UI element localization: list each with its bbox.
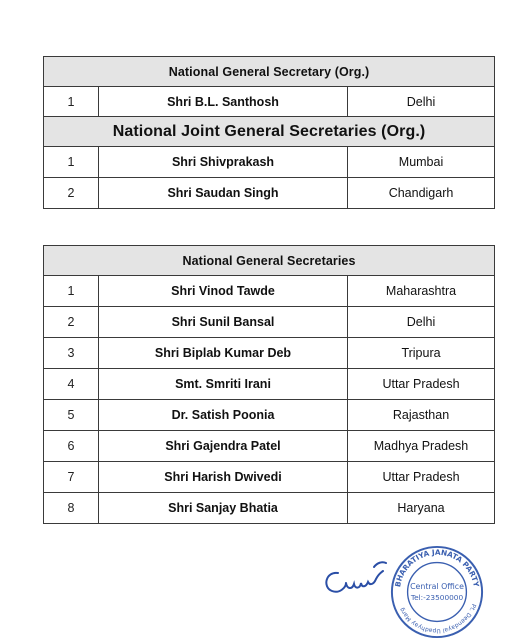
table-row xyxy=(44,493,495,524)
person-name: Shri Sanjay Bhatia xyxy=(99,493,348,524)
row-number: 8 xyxy=(44,493,99,524)
person-place: Rajasthan xyxy=(348,400,495,431)
table-row xyxy=(44,431,495,462)
person-place: Delhi xyxy=(348,307,495,338)
person-place: Uttar Pradesh xyxy=(348,462,495,493)
row-number: 1 xyxy=(44,276,99,307)
person-place: Madhya Pradesh xyxy=(348,431,495,462)
table-row xyxy=(44,307,495,338)
table-row xyxy=(44,462,495,493)
party-stamp xyxy=(388,543,486,641)
row-number: 7 xyxy=(44,462,99,493)
person-place: Uttar Pradesh xyxy=(348,369,495,400)
row-number: 2 xyxy=(44,178,99,209)
table-row xyxy=(44,87,495,117)
table-row xyxy=(44,276,495,307)
person-place: Delhi xyxy=(348,87,495,117)
section-title-general-secretary-org: National General Secretary (Org.) xyxy=(44,57,495,87)
stamp-inner-line1: Central Office xyxy=(410,582,464,592)
person-place: Chandigarh xyxy=(348,178,495,209)
row-number: 1 xyxy=(44,147,99,178)
row-number: 1 xyxy=(44,87,99,117)
row-number: 2 xyxy=(44,307,99,338)
table-row xyxy=(44,338,495,369)
person-name: Shri Shivprakash xyxy=(99,147,348,178)
stamp-inner-line2: Tel:-23500000 xyxy=(410,592,464,602)
stamp-outer-text: BHARATIYA JANATA PARTY xyxy=(393,547,481,588)
person-place: Haryana xyxy=(348,493,495,524)
person-name: Shri Biplab Kumar Deb xyxy=(99,338,348,369)
person-name: Dr. Satish Poonia xyxy=(99,400,348,431)
section-title-general-secretaries: National General Secretaries xyxy=(44,246,495,276)
person-place: Maharashtra xyxy=(348,276,495,307)
org-secretaries-table xyxy=(43,56,495,209)
general-secretaries-table xyxy=(43,245,495,524)
table-row xyxy=(44,178,495,209)
person-name: Smt. Smriti Irani xyxy=(99,369,348,400)
row-number: 3 xyxy=(44,338,99,369)
table-row xyxy=(44,369,495,400)
row-number: 5 xyxy=(44,400,99,431)
section-title-joint-general-secretaries-org: National Joint General Secretaries (Org.) xyxy=(44,117,495,147)
row-number: 6 xyxy=(44,431,99,462)
person-name: Shri Sunil Bansal xyxy=(99,307,348,338)
person-place: Tripura xyxy=(348,338,495,369)
person-name: Shri Vinod Tawde xyxy=(99,276,348,307)
table-row xyxy=(44,400,495,431)
table-row xyxy=(44,147,495,178)
person-name: Shri B.L. Santhosh xyxy=(99,87,348,117)
person-name: Shri Harish Dwivedi xyxy=(99,462,348,493)
row-number: 4 xyxy=(44,369,99,400)
person-place: Mumbai xyxy=(348,147,495,178)
person-name: Shri Gajendra Patel xyxy=(99,431,348,462)
person-name: Shri Saudan Singh xyxy=(99,178,348,209)
stamp-bottom-text: Pt. Deendayal Upadhyay Marg xyxy=(399,602,477,634)
